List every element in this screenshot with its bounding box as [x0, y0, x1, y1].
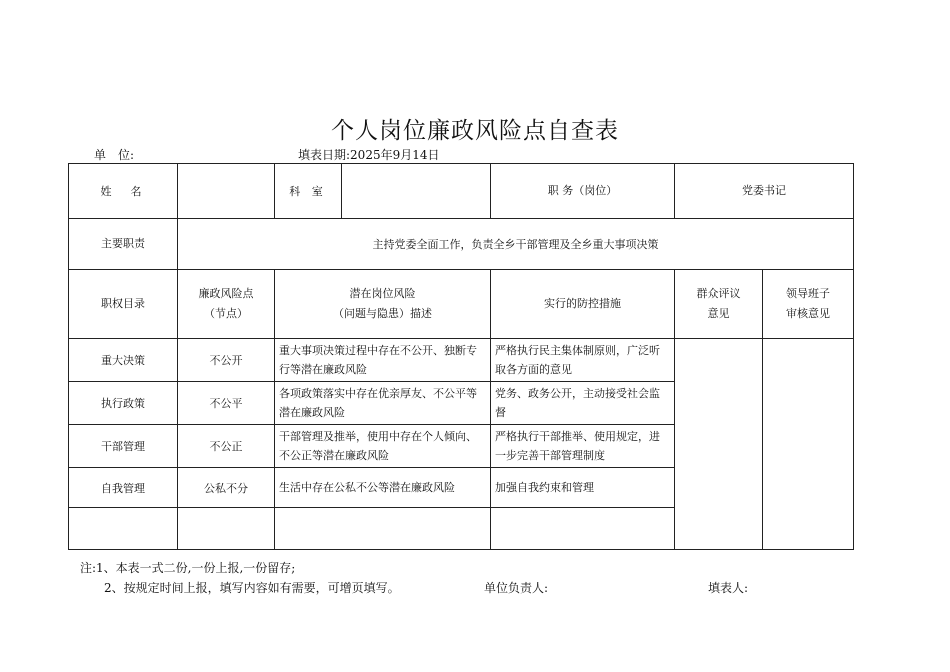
duty-label: 主要职责	[69, 219, 178, 270]
row-measures: 加强自我约束和管理	[491, 468, 675, 508]
row-description: 各项政策落实中存在优亲厚友、不公平等潜在廉政风险	[275, 382, 491, 425]
row-description: 干部管理及推举，使用中存在个人倾向、不公正等潜在廉政风险	[275, 425, 491, 468]
row-category: 执行政策	[69, 382, 178, 425]
fill-date: 填表日期:2025年9月14日	[298, 148, 440, 162]
row-category: 重大决策	[69, 339, 178, 382]
row-risk-point: 公私不分	[178, 468, 275, 508]
name-field[interactable]	[178, 164, 275, 219]
leader-review-field[interactable]	[763, 339, 854, 550]
header-category: 职权目录	[69, 270, 178, 339]
row-risk-point: 不公正	[178, 425, 275, 468]
responsible-label: 单位负责人:	[484, 581, 549, 595]
header-measures: 实行的防控措施	[491, 270, 675, 339]
note-line-1: 注:1、本表一式二份,一份上报,一份留存;	[80, 561, 296, 575]
filler-label: 填表人:	[708, 581, 749, 595]
row-category: 干部管理	[69, 425, 178, 468]
row-description: 重大事项决策过程中存在不公开、独断专行等潜在廉政风险	[275, 339, 491, 382]
office-field[interactable]	[342, 164, 491, 219]
office-label: 科 室	[275, 164, 342, 219]
footnotes	[80, 558, 749, 598]
row-risk-point[interactable]	[178, 508, 275, 550]
row-category[interactable]	[69, 508, 178, 550]
row-description[interactable]	[275, 508, 491, 550]
name-label: 姓 名	[69, 164, 178, 219]
row-category: 自我管理	[69, 468, 178, 508]
position-field[interactable]: 党委书记	[675, 164, 854, 219]
duty-field[interactable]: 主持党委全面工作，负责全乡干部管理及全乡重大事项决策	[178, 219, 854, 270]
note-line-2-row	[80, 578, 749, 598]
row-measures[interactable]	[491, 508, 675, 550]
risk-self-check-table	[68, 163, 854, 550]
row-measures: 严格执行民主集体制原则，广泛听取各方面的意见	[491, 339, 675, 382]
row-description: 生活中存在公私不公等潜在廉政风险	[275, 468, 491, 508]
header-risk-description: 潜在岗位风险 （问题与隐患）描述	[275, 270, 491, 339]
row-risk-point: 不公平	[178, 382, 275, 425]
row-measures: 党务、政务公开，主动接受社会监督	[491, 382, 675, 425]
note-line-2: 2、按规定时间上报，填写内容如有需要，可增页填写。	[104, 581, 400, 595]
page-title: 个人岗位廉政风险点自查表	[331, 118, 619, 144]
header-risk-point: 廉政风险点 （节点）	[178, 270, 275, 339]
public-opinion-field[interactable]	[675, 339, 763, 550]
unit-label: 单 位:	[94, 148, 135, 162]
row-measures: 严格执行干部推举、使用规定，进一步完善干部管理制度	[491, 425, 675, 468]
header-leader-review: 领导班子 审核意见	[763, 270, 854, 339]
table-row	[69, 339, 854, 382]
position-label: 职 务（岗位）	[491, 164, 675, 219]
row-risk-point: 不公开	[178, 339, 275, 382]
header-public-opinion: 群众评议 意见	[675, 270, 763, 339]
